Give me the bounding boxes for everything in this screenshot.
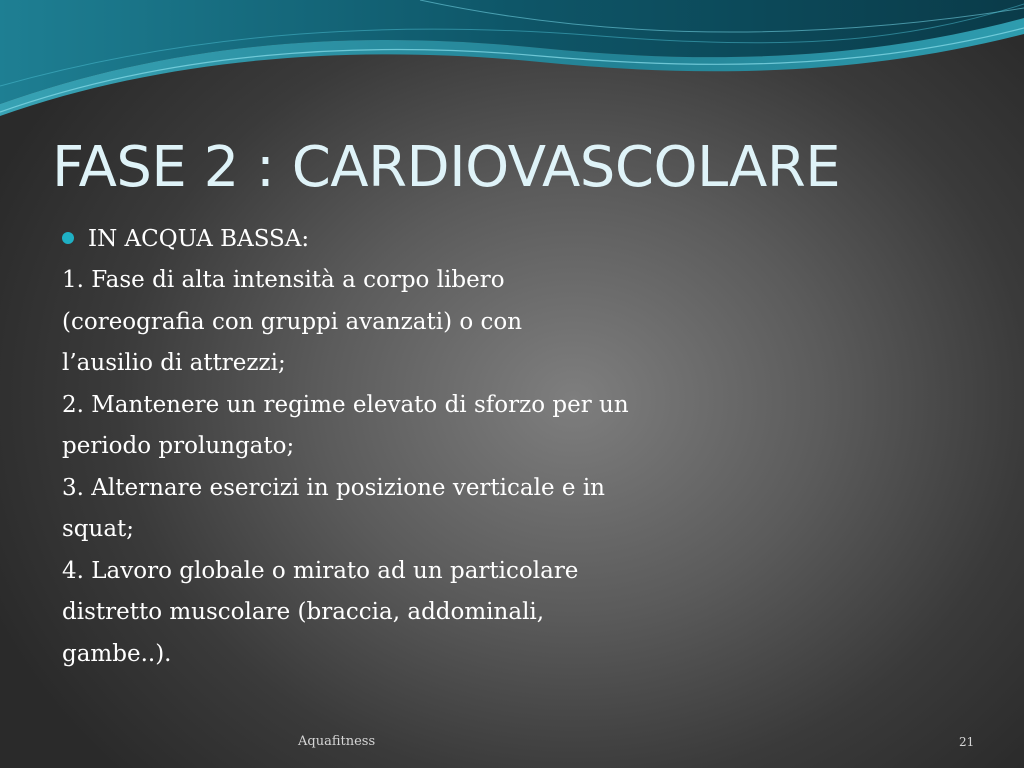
body-line: l’ausilio di attrezzi; [62, 350, 286, 376]
footer-text: Aquafitness [298, 734, 376, 749]
slide-title: FASE 2 : CARDIOVASCOLARE [52, 135, 841, 200]
body-line: periodo prolungato; [62, 433, 295, 459]
header-wave-decoration [0, 0, 1024, 120]
bullet-icon [62, 232, 74, 244]
body-line: 4. Lavoro globale o mirato ad un particolare [62, 557, 579, 584]
slide-body [62, 218, 762, 675]
bullet-item [62, 218, 762, 260]
body-line: 3. Alternare esercizi in posizione verticale e in [62, 474, 605, 501]
body-line: squat; [62, 516, 135, 542]
body-line: gambe..). [62, 640, 172, 667]
bullet-text: IN ACQUA BASSA: [88, 226, 310, 252]
body-line: 2. Mantenere un regime elevato di sforzo per un [62, 391, 629, 418]
page-number: 21 [959, 735, 975, 749]
body-line: (coreografia con gruppi avanzati) o con [62, 308, 523, 335]
body-line: 1. Fase di alta intensità a corpo libero [62, 267, 505, 293]
body-line: distretto muscolare (braccia, addominali, [62, 599, 545, 625]
